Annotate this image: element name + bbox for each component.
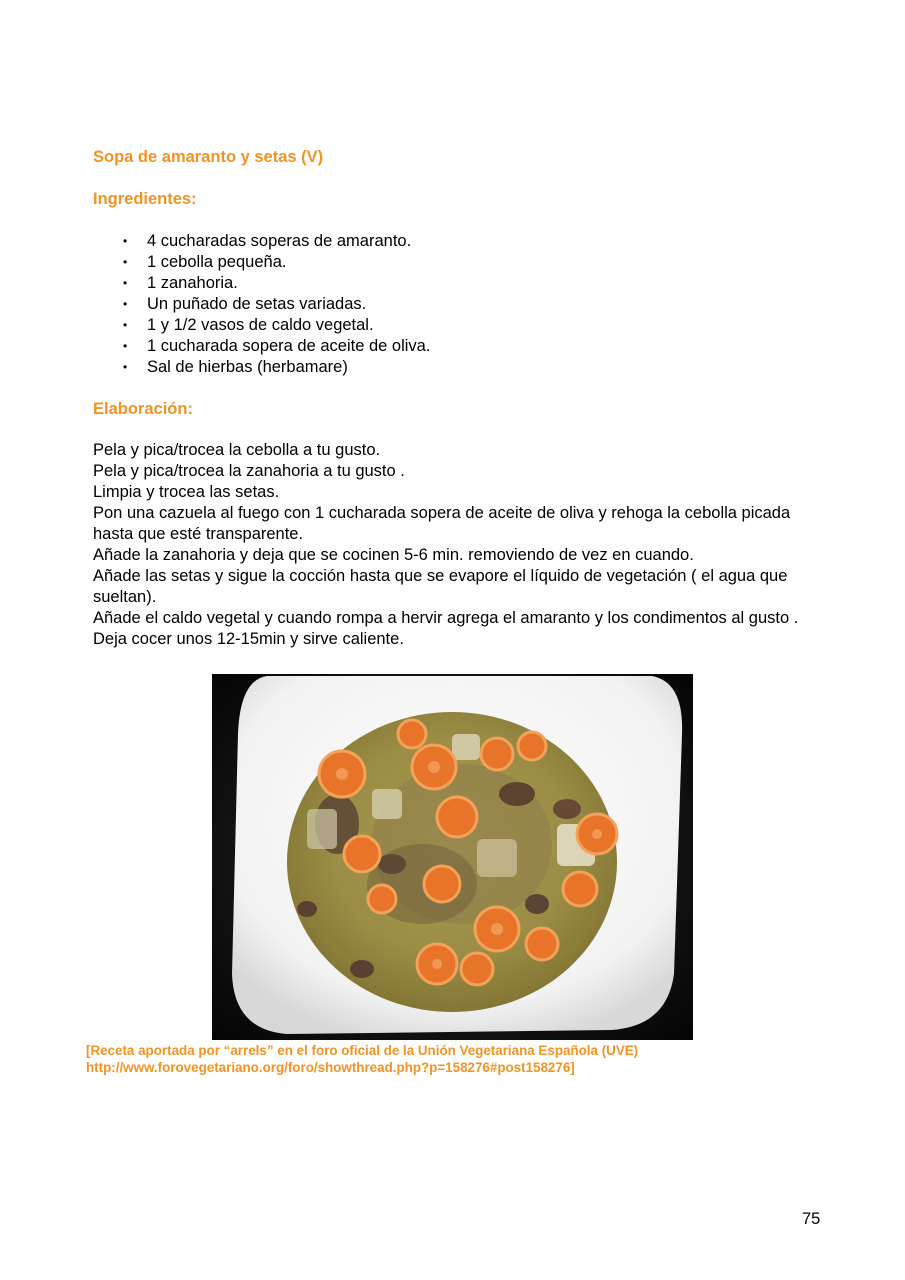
ingredient-item: • 1 cucharada sopera de aceite de oliva.	[123, 337, 431, 355]
soup-photo	[212, 674, 693, 1040]
step-paragraph: Pela y pica/trocea la cebolla a tu gusto.	[93, 441, 381, 459]
source-link[interactable]: http://www.forovegetariano.org/foro/showthread.php?p=158276#post158276]	[86, 1060, 575, 1075]
ingredients-list	[120, 231, 430, 378]
recipe-title: Sopa de amaranto y setas (V)	[93, 148, 324, 166]
ingredient-item: • 1 cebolla pequeña.	[123, 253, 287, 271]
caption-line: [Receta aportada por “arrels” en el foro oficial de la Unión Vegetariana Española (UVE)	[86, 1043, 639, 1058]
step-paragraph: Añade la zanahoria y deja que se cocinen 5-6 min. removiendo de vez en cuando.	[93, 546, 694, 564]
ingredient-item: • 1 zanahoria.	[123, 274, 238, 292]
step-paragraph: Añade las setas y sigue la cocción hasta que se evapore el líquido de vegetación ( el agua que sueltan).	[93, 567, 788, 606]
step-paragraph: Limpia y trocea las setas.	[93, 483, 280, 501]
elaboration-heading: Elaboración:	[93, 400, 193, 418]
soup-bowl-illustration	[212, 674, 693, 1040]
ingredient-item: • Sal de hierbas (herbamare)	[123, 358, 348, 376]
elaboration-steps	[93, 440, 823, 650]
ingredients-heading: Ingredientes:	[93, 190, 197, 208]
step-paragraph: Pela y pica/trocea la zanahoria a tu gusto .	[93, 462, 405, 480]
ingredient-item: • 4 cucharadas soperas de amaranto.	[123, 232, 412, 250]
ingredient-item: • 1 y 1/2 vasos de caldo vegetal.	[123, 316, 374, 334]
step-paragraph: Pon una cazuela al fuego con 1 cucharada sopera de aceite de oliva y rehoga la cebolla picada hasta que esté transparente.	[93, 504, 791, 543]
recipe-credit-caption	[86, 1042, 826, 1076]
page-number: 75	[802, 1210, 821, 1228]
step-paragraph: Añade el caldo vegetal y cuando rompa a hervir agrega el amaranto y los condimentos al gusto . Deja cocer unos 12-15min y sirve caliente.	[93, 609, 799, 648]
ingredient-item: • Un puñado de setas variadas.	[123, 295, 367, 313]
